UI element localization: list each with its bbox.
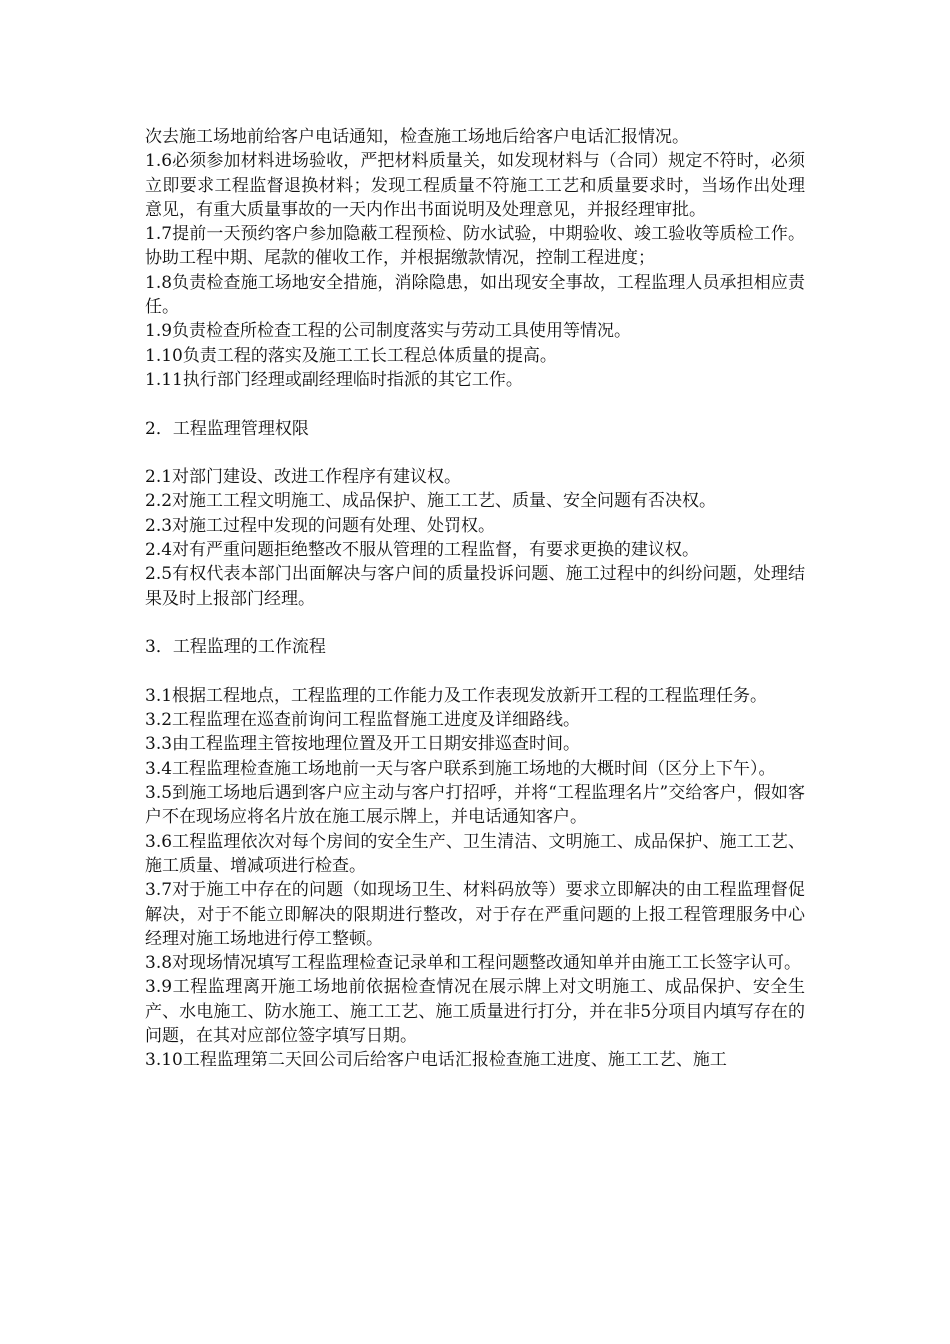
spacer <box>145 611 805 635</box>
paragraph-3-9: 3.9工程监理离开施工场地前依据检查情况在展示牌上对文明施工、成品保护、安全生产、水电施工、防水施工、施工工艺、施工质量进行打分，并在非5分项目内填写存在的问题，在其对应部位签字填写日期。 <box>145 977 805 1046</box>
paragraph-1-11: 1.11执行部门经理或副经理临时指派的其它工作。 <box>145 369 523 390</box>
paragraph-2-5: 2.5有权代表本部门出面解决与客户间的质量投诉问题、施工过程中的纠纷问题，处理结果及时上报部门经理。 <box>145 564 805 609</box>
paragraph-3-2: 3.2工程监理在巡查前询问工程监督施工进度及详细路线。 <box>145 710 581 731</box>
document-page <box>145 125 805 1073</box>
paragraph-2-1: 2.1对部门建设、改进工作程序有建议权。 <box>145 467 462 488</box>
paragraph-2-3: 2.3对施工过程中发现的问题有处理、处罚权。 <box>145 515 496 536</box>
section-1-continued <box>145 125 805 392</box>
section-3 <box>145 684 805 1073</box>
paragraph-3-3: 3.3由工程监理主管按地理位置及开工日期安排巡查时间。 <box>145 734 581 755</box>
paragraph-1-9: 1.9负责检查所检查工程的公司制度落实与劳动工具使用等情况。 <box>145 321 632 342</box>
section-2 <box>145 465 805 611</box>
section-3-heading: 3．工程监理的工作流程 <box>145 637 326 658</box>
spacer <box>145 660 805 684</box>
paragraph-3-6: 3.6工程监理依次对每个房间的安全生产、卫生清洁、文明施工、成品保护、施工工艺、施工质量、增减项进行检查。 <box>145 831 805 876</box>
paragraph-1-10: 1.10负责工程的落实及施工工长工程总体质量的提高。 <box>145 345 557 366</box>
paragraph-2-2: 2.2对施工工程文明施工、成品保护、施工工艺、质量、安全问题有否决权。 <box>145 491 717 512</box>
paragraph-3-10: 3.10工程监理第二天回公司后给客户电话汇报检查施工进度、施工工艺、施工 <box>145 1050 727 1071</box>
spacer <box>145 441 805 465</box>
section-2-heading: 2．工程监理管理权限 <box>145 418 309 439</box>
paragraph: 次去施工场地前给客户电话通知，检查施工场地后给客户电话汇报情况。 <box>145 127 689 147</box>
paragraph-1-6: 1.6必须参加材料进场验收，严把材料质量关，如发现材料与（合同）规定不符时，必须立即要求工程监督退换材料；发现工程质量不符施工工艺和质量要求时，当场作出处理意见，有重大质量事故的一天内作出书面说明及处理意见，并报经理审批。 <box>145 151 805 220</box>
paragraph-1-8: 1.8负责检查施工场地安全措施，消除隐患，如出现安全事故，工程监理人员承担相应责任。 <box>145 272 805 318</box>
paragraph-3-5: 3.5到施工场地后遇到客户应主动与客户打招呼，并将“工程监理名片”交给客户，假如客户不在现场应将名片放在施工展示牌上，并电话通知客户。 <box>145 783 805 828</box>
paragraph-3-1: 3.1根据工程地点，工程监理的工作能力及工作表现发放新开工程的工程监理任务。 <box>145 685 768 706</box>
spacer <box>145 392 805 416</box>
paragraph-3-7: 3.7对于施工中存在的问题（如现场卫生、材料码放等）要求立即解决的由工程监理督促解决，对于不能立即解决的限期进行整改，对于存在严重问题的上报工程管理服务中心经理对施工场地进行停工整顿。 <box>145 880 805 949</box>
paragraph-3-4: 3.4工程监理检查施工场地前一天与客户联系到施工场地的大概时间（区分上下午）。 <box>145 758 776 779</box>
paragraph-1-7: 1.7提前一天预约客户参加隐蔽工程预检、防水试验，中期验收、竣工验收等质检工作。协助工程中期、尾款的催收工作，并根据缴款情况，控制工程进度； <box>145 224 805 269</box>
paragraph-3-8: 3.8对现场情况填写工程监理检查记录单和工程问题整改通知单并由施工工长签字认可。 <box>145 953 802 974</box>
paragraph-2-4: 2.4对有严重问题拒绝整改不服从管理的工程监督，有要求更换的建议权。 <box>145 540 700 561</box>
